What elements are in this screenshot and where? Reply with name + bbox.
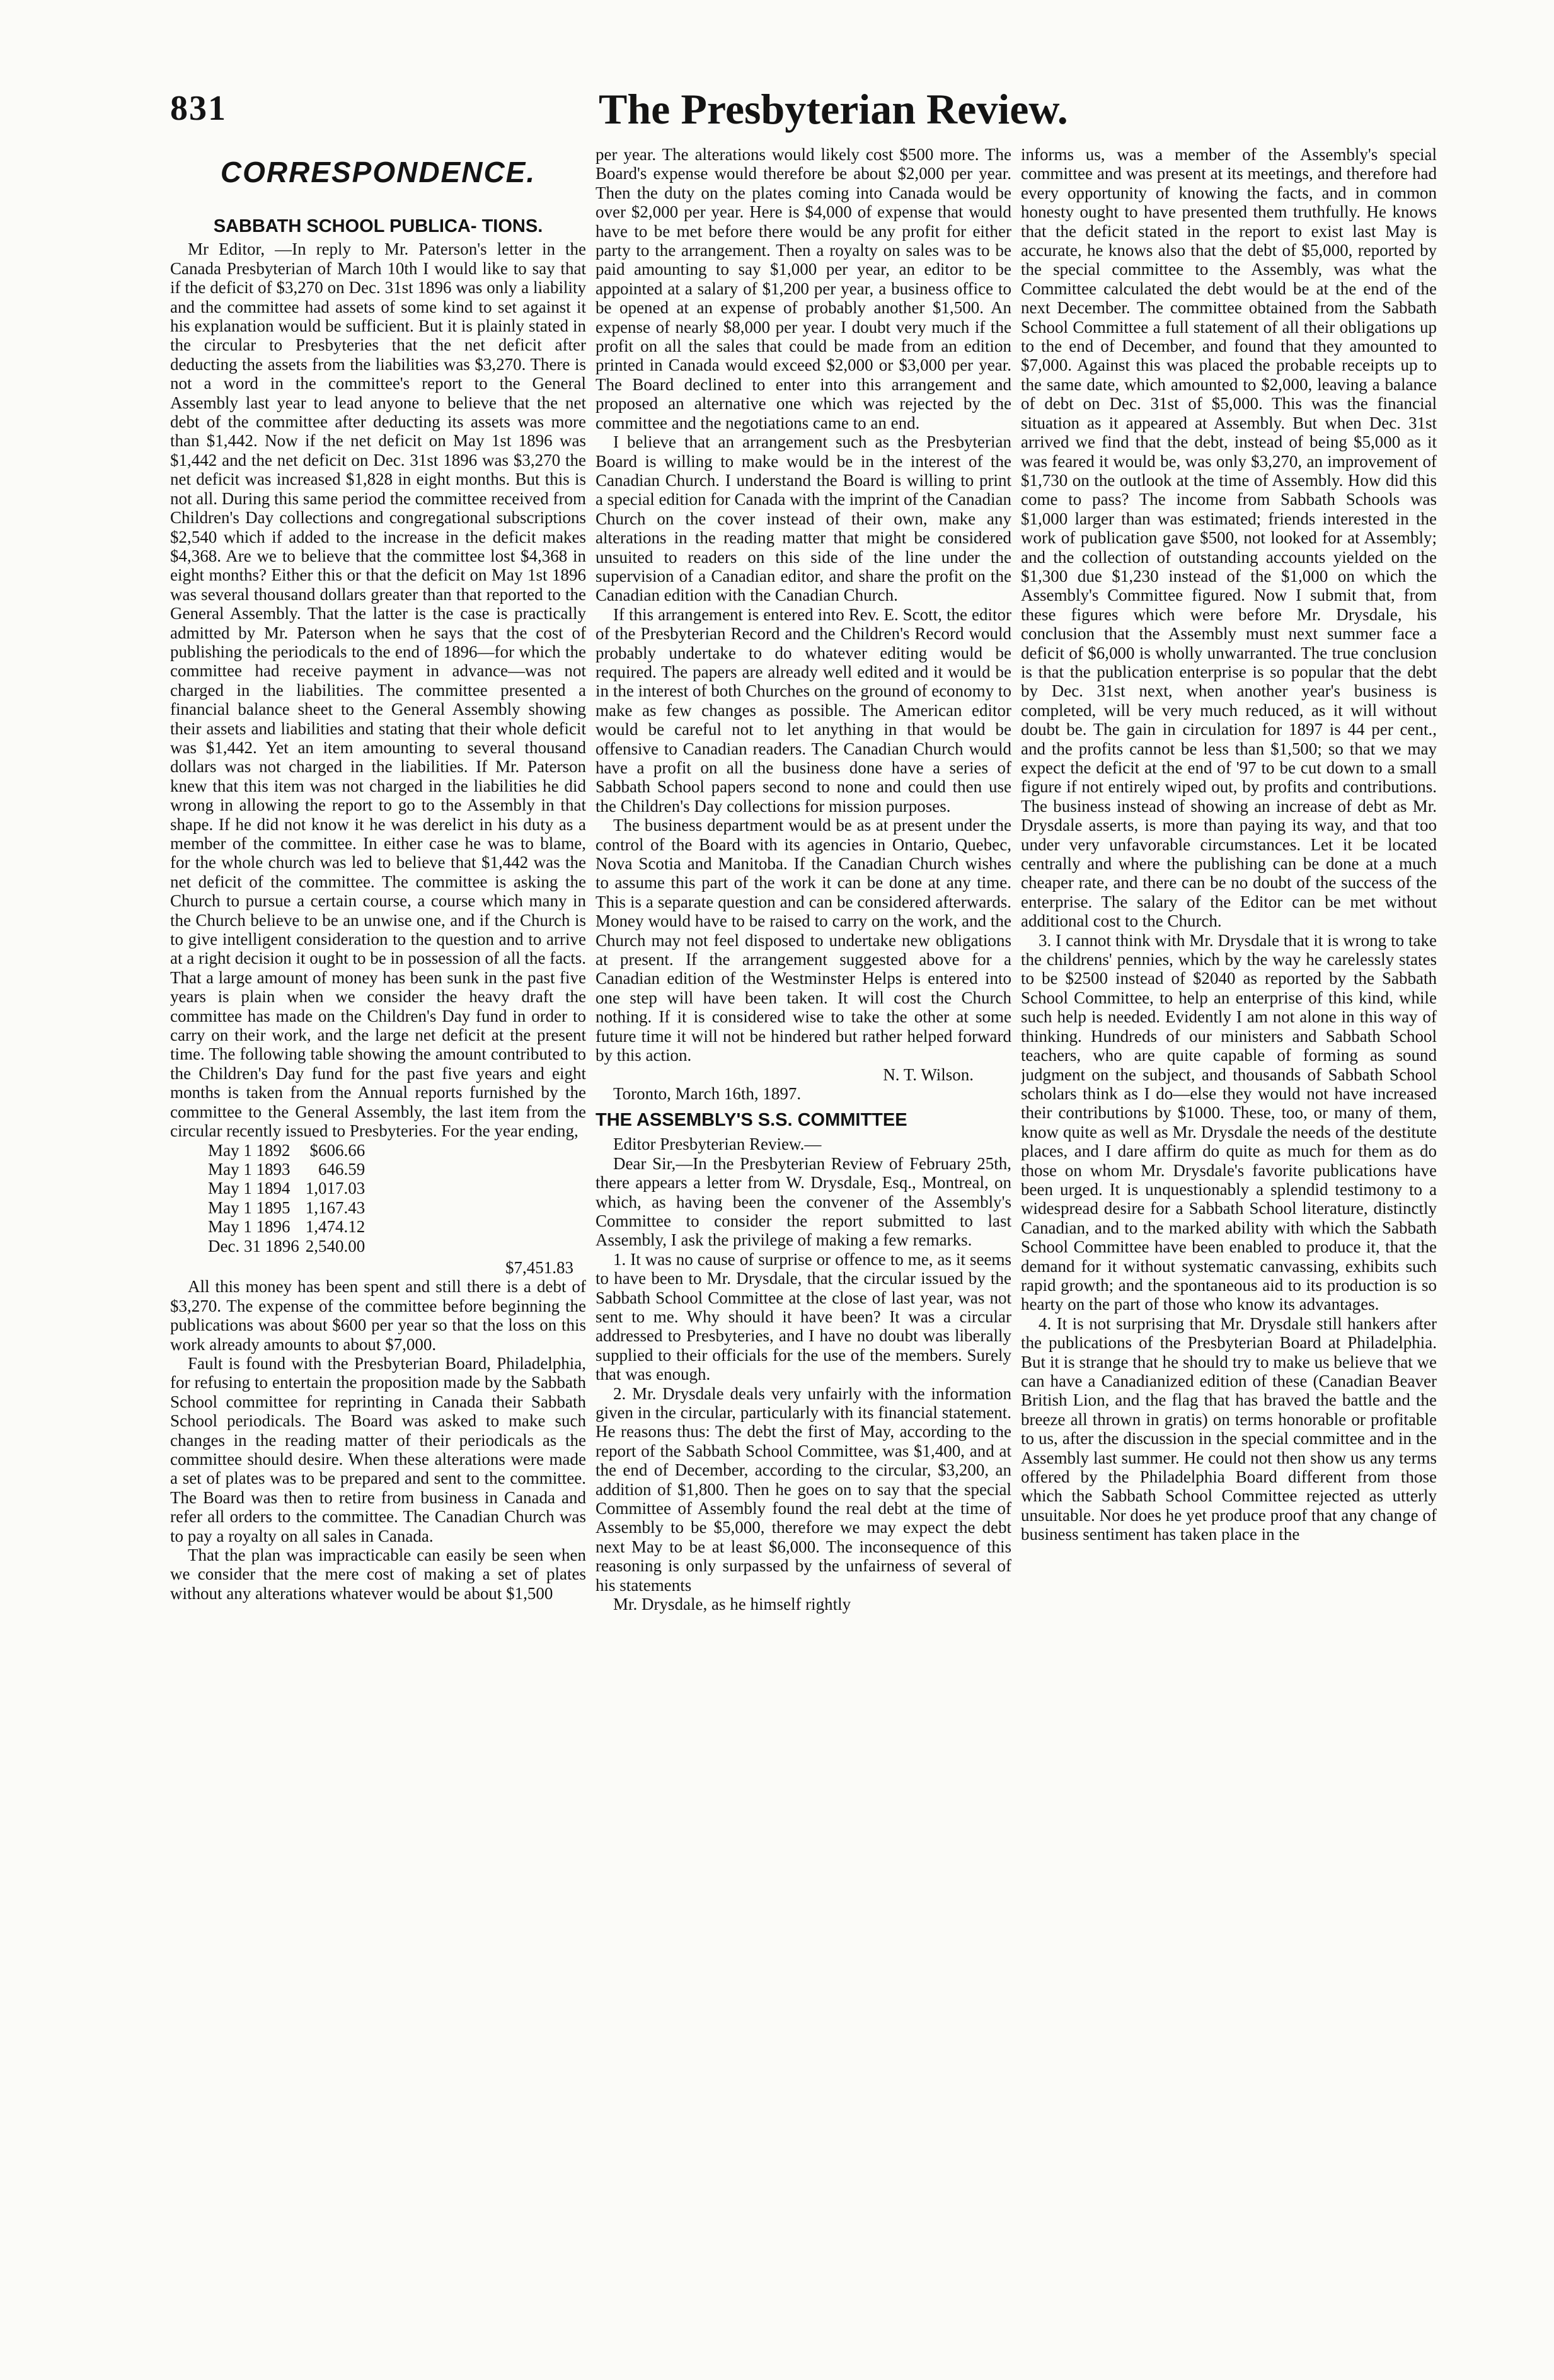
table-row: May 1 1895 1,167.43	[208, 1198, 365, 1217]
paragraph: per year. The alterations would likely cost $500 more. The Board's expense would therefore be about $2,000 per year. Then the duty on the plates coming into Canada would be over $2,000 per year. Here is $4,000 of expense that would have to be met before there would be any profit for either party to the arrangement. Then a royalty on sales was to be paid amounting to say $1,000 per year, an editor to be appointed at a salary of $1,200 per year, a business office to be opened at an expense of probably another $1,500. An expense of nearly $8,000 per year. I doubt very much if the profit on all the sales that could be made from an edition printed in Canada would exceed $2,000 or $3,000 per year. The Board declined to enter into this arrangement and proposed an alternative one which was rejected by the committee and the negotiations came to an end.	[596, 145, 1011, 432]
column-2	[596, 145, 1011, 2338]
paragraph: The business department would be as at present under the control of the Board with its agencies in Ontario, Quebec, Nova Scotia and Manitoba. If the Canadian Church wishes to assume this part of the work it can be done at any time. This is a separate question and can be considered afterwards. Money would have to be raised to carry on the work, and the Church may not feel disposed to undertake new obligations at present. If the arrangement suggested above for a Canadian edition of the Westminster Helps is entered into one step will have been taken. It will cost the Church nothing. If it is considered wise to take the other at some future time it will not be hindered but rather helped forward by this action.	[596, 816, 1011, 1065]
paragraph: Dear Sir,—In the Presbyterian Review of February 25th, there appears a letter from W. Drysdale, Esq., Montreal, on which, as having been the convener of the Assembly's Committee to consider the report submitted to last Assembly, I ask the privilege of making a few remarks.	[596, 1153, 1011, 1250]
column-1	[170, 145, 586, 2338]
table-row: Dec. 31 1896 2,540.00	[208, 1236, 365, 1256]
journal-title: The Presbyterian Review.	[599, 85, 1068, 133]
letter-salutation: Editor Presbyterian Review.—	[613, 1135, 822, 1154]
paragraph: 3. I cannot think with Mr. Drysdale that it is wrong to take the childrens' pennies, which by the way he carelessly states to be $2500 instead of $2040 as reported by the Sabbath School Committee, to help an enterprise of this kind, while such help is needed. Evidently I am not alone in this way of thinking. Hundreds of our ministers and Sabbath School teachers, who are quite capable of forming as sound judgment on the subject, and thousands of Sabbath School scholars think as I do—else they would not have increased their contributions by $1000. These, too, or many of them, know quite as well as Mr. Drysdale the needs of the destitute places, and I dare affirm do quite as much for them as do those on whom Mr. Drysdale's favorite publications have been urged. It is unquestionably a splendid testimony to a widespread desire for a Sabbath School literature, distinctly Canadian, and to the marked ability with which the Sabbath School Committee have been enabled to produce it, that the demand for it without systematic canvassing, exhibits such rapid growth; and the spontaneous aid to its production is so hearty on the part of those who know its advantages.	[1021, 930, 1437, 1314]
contributions-table	[208, 1141, 365, 1256]
column-3	[1021, 145, 1437, 2338]
table-row: May 1 1896 1,474.12	[208, 1217, 365, 1237]
page-header	[170, 85, 1424, 145]
article-title-assembly-committee: THE ASSEMBLY'S S.S. COMMITTEE	[596, 1110, 907, 1131]
table-row: May 1 1894 1,017.03	[208, 1179, 365, 1198]
paragraph: informs us, was a member of the Assembly's special committee and was present at its meetings, and therefore had every opportunity of knowing the facts, and in common honesty ought to have presented them truthfully. He knows that the deficit stated in the report to exist last May is accurate, he knows also that the debt of $5,000, reported by the special committee to the Assembly, was what the Committee calculated the debt would be at the end of the next December. The committee obtained from the Sabbath School Committee a full statement of all their obligations up to the end of December, and found that they amounted to $7,000. Against this was placed the probable receipts up to the same date, which amounted to $2,000, leaving a balance of debt on Dec. 31st of $5,000. This was the financial situation as it appeared at Assembly. But when Dec. 31st arrived we find that the debt, instead of being $5,000 as it was feared it would be, was only $3,270, an improvement of $1,730 on the outlook at the time of Assembly. How did this come to pass? The income from Sabbath Schools was $1,000 larger than was estimated; friends interested in the work of publication gave $500, not looked for at Assembly; and the collection of outstanding accounts yielded on the $1,300 due $1,230 instead of the $1,000 on which the Assembly's Committee figured. Now I submit that, from these figures which were before Mr. Drysdale, his conclusion that the Assembly must next summer face a deficit of $6,000 is wholly unwarranted. The true conclusion is that the publication enterprise is so popular that the debt by Dec. 31st next, when another year's business is completed, will be very much reduced, as it will without doubt be. The gain in circulation for 1897 is 44 per cent., and the profits cannot be less than $1,500; so that we may expect the deficit at the end of '97 to be cut down to a small figure if not entirely wiped out, by profits and contributions. The business instead of showing an increase of debt as Mr. Drysdale asserts, is more than paying its way, and that too under very unfavorable circumstances. Let it be located centrally and where the publishing can be done at a much cheaper rate, and there can be no doubt of the success of the enterprise. The salary of the Editor can be met without additional cost to the Church.	[1021, 145, 1437, 931]
paragraph: I believe that an arrangement such as the Presbyterian Board is willing to make would be in the interest of the Canadian Church. I understand the Board is willing to print a special edition for Canada with the imprint of the Canadian Church on the cover instead of their own, make any alterations in the reading matter that might be considered unsuited to readers on this side of the line under the supervision of a Canadian editor, and share the profit on the Canadian edition with the Canadian Church.	[596, 432, 1011, 605]
table-row: May 1 1893 646.59	[208, 1159, 365, 1179]
paragraph: Fault is found with the Presbyterian Board, Philadelphia, for refusing to entertain the proposition made by the Sabbath School committee for reprinting in Canada their Sabbath School periodicals. The Board was asked to make such changes in the reading matter of their periodicals as the committee should desire. When these alterations were made a set of plates was to be prepared and sent to the committee. The Board was then to retire from business in Canada and refer all orders to the committee. The Canadian Church was to pay a royalty on all sales in Canada.	[170, 1353, 586, 1545]
letter-signature: N. T. Wilson.	[883, 1065, 974, 1084]
page-number: 831	[170, 89, 227, 128]
paragraph: All this money has been spent and still there is a debt of $3,270. The expense of the committee before beginning the publications was about $600 per year so that the loss on this work already amounts to about $7,000.	[170, 1277, 586, 1354]
paragraph: 1. It was no cause of surprise or offence to me, as it seems to have been to Mr. Drysdale, that the circular issued by the Sabbath School Committee at the close of last year, was not sent to me. Why should it have been? It was a circular addressed to Presbyteries, and I have no doubt was liberally supplied to their officials for the use of the members. Surely that was enough.	[596, 1249, 1011, 1384]
table-row: May 1 1892 $606.66	[208, 1140, 365, 1160]
table-total: $7,451.83	[505, 1257, 573, 1277]
section-title: CORRESPONDENCE.	[220, 156, 536, 188]
paragraph: If this arrangement is entered into Rev. E. Scott, the editor of the Presbyterian Record and the Children's Record would probably undertake to do whatever editing would be required. The papers are already well edited and it would be in the interest of both Churches on the ground of economy to make as few changes as possible. The American editor would be careful not to let anything in that would be offensive to Canadian readers. The Canadian Church would have a profit on all the business done have a series of Sabbath School papers second to none and could then use the Children's Day collections for mission purposes.	[596, 604, 1011, 816]
paragraph: Mr Editor, —In reply to Mr. Paterson's letter in the Canada Presbyterian of March 10th I would like to say that if the deficit of $3,270 on Dec. 31st 1896 was only a liability and the committee had assets of some kind to set against it his explanation would be sufficient. But it is plainly stated in the circular to Presbyteries that the net deficit after deducting the assets from the liabilities was $3,270. There is not a word in the committee's report to the General Assembly last year to lead anyone to believe that the net debt of the committee after deducting its assets was more than $1,442. Now if the net deficit on May 1st 1896 was $1,442 and the net deficit on Dec. 31st 1896 was $3,270 the net deficit was increased $1,828 in eight months. But this is not all. During this same period the committee received from Children's Day collections and congregational subscriptions $2,540 which if added to the increase in the deficit makes $4,368. Are we to believe that the committee lost $4,368 in eight months? Either this or that the deficit on May 1st 1896 was several thousand dollars greater than that reported to the General Assembly. That the latter is the case is practically admitted by Mr. Paterson when he says that the cost of publishing the periodicals to the end of 1896—for which the committee had receive payment in advance—was not charged in the liabilities. The committee presented a financial balance sheet to the General Assembly showing their assets and liabilities and stating that their whole deficit was $1,442. Yet an item amounting to several thousand dollars was not charged in the liabilities. If Mr. Paterson knew that this item was not charged in the liabilities he did wrong in allowing the report to go to the Assembly in that shape. If he did not know it he was derelict in his duty as a member of the committee. In either case he was to blame, for the whole church was led to believe that $1,442 was the net deficit of the committee. The committee is asking the Church to pursue a certain course, a course which many in the Church believe to be an unwise one, and if the Church is to give intelligent consideration to the question and to arrive at a right decision it ought to be in possession of all the facts. That a large amount of money has been sunk in the past five years is plain when we consider the heavy draft the committee has made on the Children's Day fund in order to carry on their work, and the large net deficit at the present time. The following table showing the amount contributed to the Children's Day fund for the past five years and eight months is taken from the Annual reports furnished by the committee to the General Assembly, the last item from the circular recently issued to Presbyteries. For the year ending,	[170, 240, 586, 1141]
paragraph: 2. Mr. Drysdale deals very unfairly with the information given in the circular, particularly with its financial statement. He reasons thus: The debt the first of May, according to the report of the Sabbath School Committee, was $1,400, and at the end of December, according to the circular, $3,200, an addition of $1,800. Then he goes on to say that the special Committee of Assembly found the real debt at the time of Assembly to be $5,000, therefore we may expect the debt next May to be at least $6,000. The inconsequence of this reasoning is only surpassed by the unfairness of several of his statements	[596, 1384, 1011, 1595]
paragraph: That the plan was impracticable can easily be seen when we consider that the mere cost of making a set of plates without any alterations whatever would be about $1,500	[170, 1545, 586, 1603]
letter-place-date: Toronto, March 16th, 1897.	[613, 1083, 802, 1103]
paragraph: 4. It is not surprising that Mr. Drysdale still hankers after the publications of the Presbyterian Board at Philadelphia. But it is strange that he should try to make us believe that we can have a Canadianized edition of these (Canadian Beaver British Lion, and the flag that has braved the battle and the breeze all thrown in gratis) on terms honorable or profitable to us, after the discussion in the special committee and in the Assembly last summer. He could not then show us any terms offered by the Philadelphia Board different from those which the Sabbath School Committee rejected as utterly unsuitable. Nor does he yet produce proof that any change of business sentiment has taken place in the	[1021, 1314, 1437, 1544]
paragraph: Mr. Drysdale, as he himself rightly	[613, 1595, 851, 1614]
article-title-sabbath-school: SABBATH SCHOOL PUBLICA- TIONS.	[213, 216, 543, 237]
